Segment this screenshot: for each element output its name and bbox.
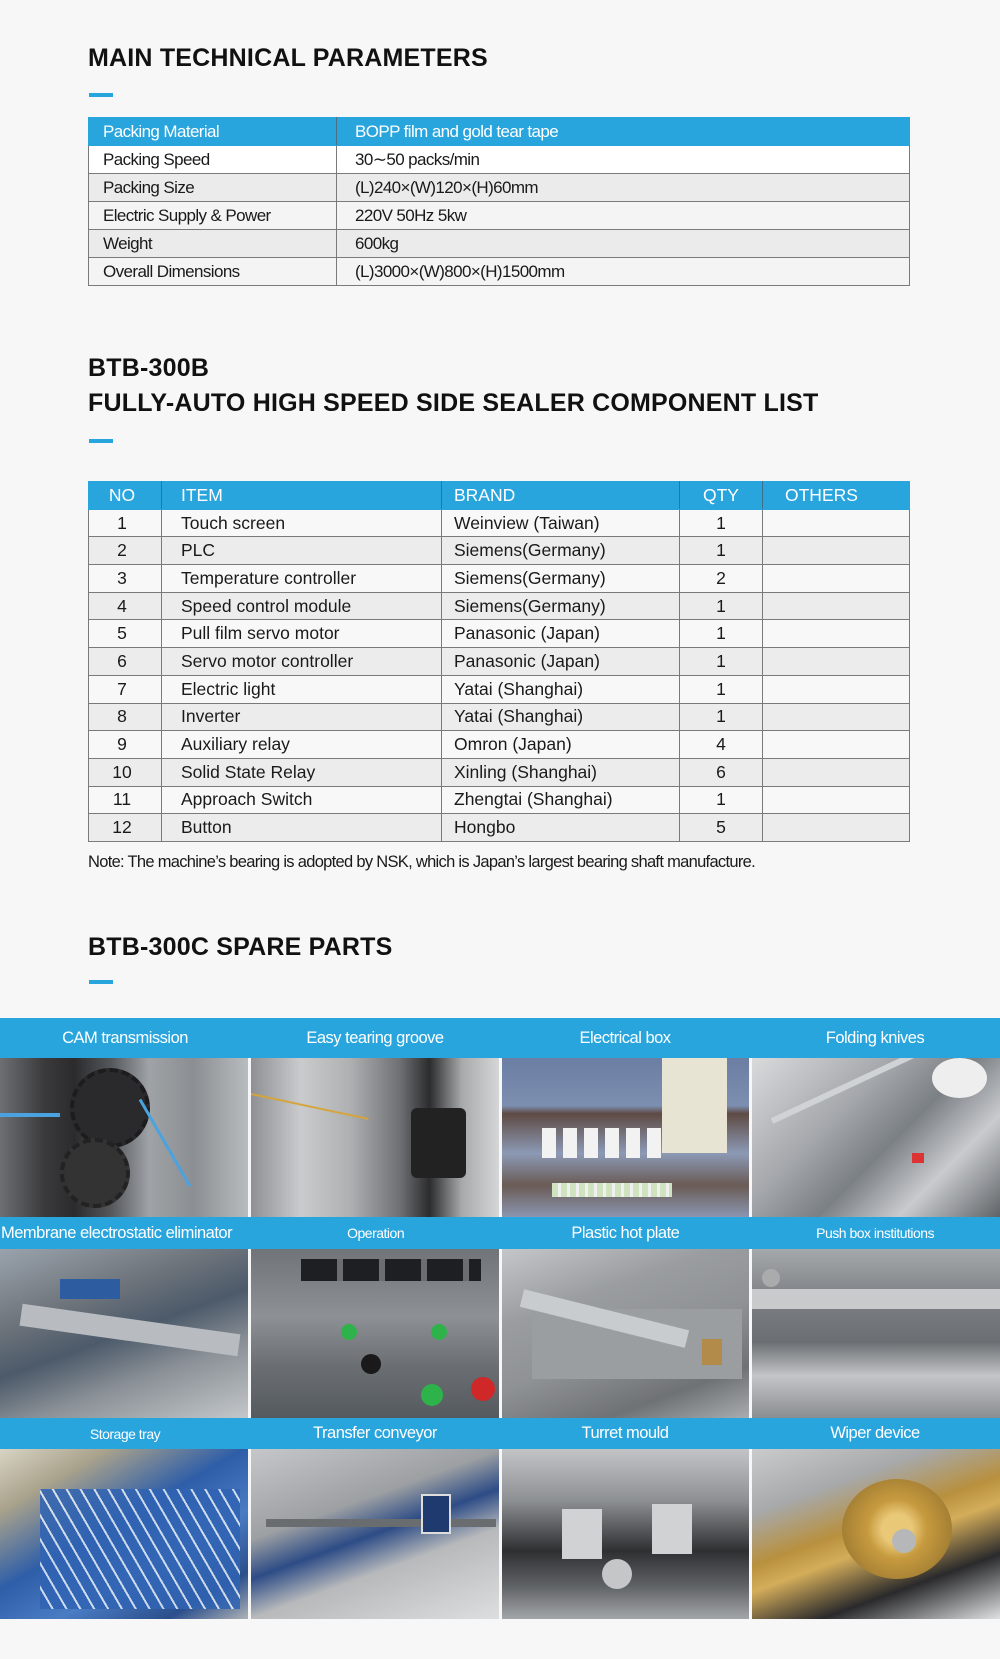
cell-no: 6 [89,648,162,676]
table-row [89,174,910,202]
title-accent-divider [89,439,113,443]
param-value: 220V 50Hz 5kw [337,202,910,230]
cell-brand: Weinview (Taiwan) [442,509,680,537]
bearing-note: Note: The machine’s bearing is adopted by NSK, which is Japan’s largest bearing shaft manufacture. [88,853,755,871]
table-row [89,731,910,759]
param-label: Weight [89,230,337,258]
table-row [89,537,910,565]
cell-brand: Siemens(Germany) [442,565,680,593]
cell-no: 11 [89,786,162,814]
control-panel-photo [251,1249,499,1418]
cell-item: Approach Switch [162,786,442,814]
groove-photo [251,1058,499,1217]
spare-part-label: Transfer conveyor [313,1424,437,1442]
cell-item: Inverter [162,703,442,731]
spare-parts-label-bar [0,1217,1000,1249]
cell-no: 7 [89,675,162,703]
spare-part-label: Folding knives [825,1028,925,1047]
column-header-no: NO [89,482,162,510]
cell-qty: 4 [680,731,763,759]
component-list-table [88,481,910,842]
param-value: 30∼50 packs/min [337,146,910,174]
cell-others [763,592,910,620]
cell-qty: 1 [680,592,763,620]
cell-others [763,703,910,731]
cell-others [763,786,910,814]
cell-brand: Hongbo [442,814,680,842]
cell-qty: 1 [680,537,763,565]
table-row [89,146,910,174]
cell-no: 8 [89,703,162,731]
param-value: BOPP film and gold tear tape [337,118,910,146]
cell-qty: 1 [680,675,763,703]
cell-item: Electric light [162,675,442,703]
table-row [89,620,910,648]
wiper-photo [752,1449,1000,1619]
cell-others [763,648,910,676]
cell-others [763,565,910,593]
table-row [89,565,910,593]
cell-item: Button [162,814,442,842]
spare-part-label: Turret mould [581,1424,669,1442]
table-row [89,758,910,786]
cell-no: 5 [89,620,162,648]
cell-no: 9 [89,731,162,759]
push-box-photo [752,1249,1000,1418]
eliminator-photo [0,1249,248,1418]
cell-others [763,814,910,842]
cell-brand: Omron (Japan) [442,731,680,759]
column-header-brand: BRAND [442,482,680,510]
table-row [89,786,910,814]
cell-brand: Panasonic (Japan) [442,648,680,676]
spare-part-label: Operation [347,1225,405,1241]
cell-qty: 1 [680,509,763,537]
spare-part-label: Storage tray [89,1425,161,1442]
table-row [89,675,910,703]
spare-parts-label-bar [0,1018,1000,1058]
cell-qty: 1 [680,703,763,731]
spare-part-label: Electrical box [579,1028,671,1047]
cell-brand: Yatai (Shanghai) [442,703,680,731]
spare-part-label: Push box institutions [816,1225,935,1241]
spare-part-label: Wiper device [830,1424,920,1442]
electrical-box-photo [502,1058,750,1217]
model-title: BTB-300B [88,354,210,382]
table-row [89,648,910,676]
column-header-others: OTHERS [763,482,910,510]
cell-qty: 1 [680,648,763,676]
folding-knives-photo [752,1058,1000,1217]
cell-qty: 1 [680,786,763,814]
spare-part-label: Plastic hot plate [571,1223,680,1242]
cell-item: PLC [162,537,442,565]
cell-no: 3 [89,565,162,593]
conveyor-photo [251,1449,499,1619]
spare-parts-photo-row [0,1058,1000,1217]
hot-plate-photo [502,1249,750,1418]
spare-parts-label-bar [0,1418,1000,1449]
table-row [89,592,910,620]
spare-parts-photo-row [0,1449,1000,1619]
cell-others [763,675,910,703]
spare-part-label: Easy tearing groove [306,1028,444,1047]
cell-brand: Yatai (Shanghai) [442,675,680,703]
table-row [89,814,910,842]
cell-qty: 6 [680,758,763,786]
cell-brand: Xinling (Shanghai) [442,758,680,786]
column-header-qty: QTY [680,482,763,510]
cell-no: 10 [89,758,162,786]
spare-part-label: Membrane electrostatic eliminator [1,1223,233,1242]
table-row [89,703,910,731]
cell-item: Speed control module [162,592,442,620]
cell-qty: 1 [680,620,763,648]
spare-parts-photo-row [0,1249,1000,1418]
spare-part-label: CAM transmission [62,1028,188,1047]
param-label: Packing Speed [89,146,337,174]
table-row [89,118,910,146]
cell-others [763,620,910,648]
param-label: Packing Size [89,174,337,202]
table-row [89,258,910,286]
spare-parts-section-title: BTB-300C SPARE PARTS [88,933,393,961]
params-section-title: MAIN TECHNICAL PARAMETERS [88,44,488,72]
column-header-item: ITEM [162,482,442,510]
cell-others [763,537,910,565]
param-label: Electric Supply & Power [89,202,337,230]
title-accent-divider [89,980,113,984]
param-value: 600kg [337,230,910,258]
cell-qty: 5 [680,814,763,842]
param-label: Packing Material [89,118,337,146]
cell-brand: Siemens(Germany) [442,537,680,565]
technical-parameters-table [88,117,910,286]
param-label: Overall Dimensions [89,258,337,286]
storage-tray-photo [0,1449,248,1619]
table-row [89,230,910,258]
cell-brand: Panasonic (Japan) [442,620,680,648]
cell-others [763,758,910,786]
cell-item: Pull film servo motor [162,620,442,648]
cell-item: Temperature controller [162,565,442,593]
component-section-title: FULLY-AUTO HIGH SPEED SIDE SEALER COMPONENT LIST [88,389,819,417]
table-row [89,202,910,230]
cell-no: 12 [89,814,162,842]
cell-no: 1 [89,509,162,537]
table-row [89,509,910,537]
cell-no: 4 [89,592,162,620]
cell-brand: Siemens(Germany) [442,592,680,620]
param-value: (L)3000×(W)800×(H)1500mm [337,258,910,286]
cell-item: Solid State Relay [162,758,442,786]
title-accent-divider [89,93,113,97]
cell-brand: Zhengtai (Shanghai) [442,786,680,814]
cell-others [763,509,910,537]
cell-no: 2 [89,537,162,565]
gears-photo [0,1058,248,1217]
turret-mould-photo [502,1449,750,1619]
param-value: (L)240×(W)120×(H)60mm [337,174,910,202]
cell-item: Touch screen [162,509,442,537]
cell-qty: 2 [680,565,763,593]
cell-others [763,731,910,759]
cell-item: Auxiliary relay [162,731,442,759]
table-header-row [89,482,910,510]
cell-item: Servo motor controller [162,648,442,676]
